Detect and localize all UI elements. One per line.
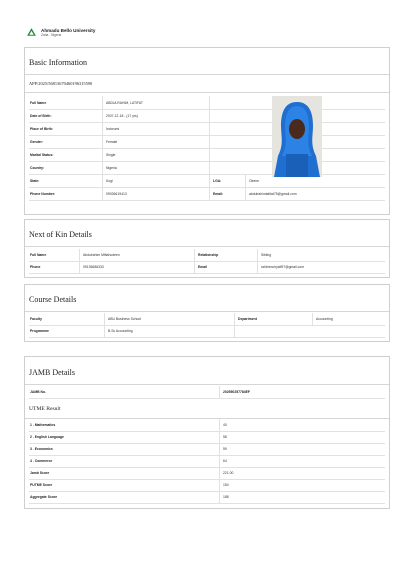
phone-value: 09026619413 bbox=[106, 191, 127, 196]
field-label: Country: bbox=[30, 165, 45, 170]
result-label: 2 . English Language bbox=[30, 435, 64, 439]
field-value: 2007-12-18 - (17 yrs) bbox=[106, 113, 138, 118]
faculty-value: ABU Business School bbox=[108, 317, 141, 321]
result-value: 221.00 bbox=[223, 471, 234, 475]
programme-value: B.Sc Accounting bbox=[108, 329, 133, 333]
field-value: ABDULRAHIM, LATIFAT bbox=[106, 100, 143, 105]
result-label: 4 . Commerce bbox=[30, 459, 53, 463]
course-row bbox=[29, 325, 385, 338]
email-value: abdulrahimlatifat75@gmail.com bbox=[249, 191, 297, 196]
state-label: State: bbox=[30, 178, 40, 183]
university-logo-icon bbox=[26, 27, 37, 38]
department-value: Accounting bbox=[316, 317, 333, 321]
result-value: 58 bbox=[223, 435, 227, 439]
field-row bbox=[29, 161, 385, 175]
field-value: Indorumi bbox=[106, 126, 120, 131]
field-value: Single bbox=[106, 152, 116, 157]
field-row bbox=[29, 96, 385, 110]
state-value: Kogi bbox=[106, 178, 113, 183]
field-label: Gender: bbox=[30, 139, 43, 144]
application-number: APP/2025/56813670460196315590 bbox=[29, 81, 93, 86]
kin-email-label: Email bbox=[198, 265, 208, 269]
field-row bbox=[29, 122, 385, 136]
result-value: 154 bbox=[223, 483, 229, 487]
lga-value: Okene bbox=[249, 178, 259, 183]
jamb-number-row bbox=[29, 386, 385, 399]
jamb-number-value: 20255025778​4EF bbox=[223, 390, 250, 394]
relationship-value: Sibling bbox=[261, 253, 272, 257]
kin-phone-label: Phone bbox=[30, 265, 41, 269]
result-value: 64 bbox=[223, 459, 227, 463]
programme-label: Programme bbox=[30, 329, 49, 333]
lga-label: LGA: bbox=[213, 178, 222, 183]
basic-information-title: Basic Information bbox=[29, 58, 87, 67]
field-label: Marital Status: bbox=[30, 152, 54, 157]
result-label: 1 . Mathematics bbox=[30, 423, 56, 427]
next-of-kin-title: Next of Kin Details bbox=[29, 230, 92, 239]
field-value: Nigeria bbox=[106, 165, 117, 170]
university-header bbox=[26, 27, 95, 38]
phone-email-row bbox=[29, 187, 385, 201]
kin-name-value: Abdulrahim Miftahudeen bbox=[83, 253, 120, 257]
course-details-title: Course Details bbox=[29, 295, 77, 304]
result-label: PUTME Score bbox=[30, 483, 53, 487]
result-value: 40 bbox=[223, 423, 227, 427]
university-location: Zaria - Nigeria bbox=[41, 33, 62, 37]
result-label: Aggregate Score bbox=[30, 495, 58, 499]
utme-result-title: UTME Result bbox=[29, 406, 61, 412]
field-label: Place of Birth: bbox=[30, 126, 53, 131]
faculty-label: Faculty bbox=[30, 317, 42, 321]
result-value: 188 bbox=[223, 495, 229, 499]
field-row bbox=[29, 148, 385, 162]
kin-row bbox=[29, 261, 385, 274]
basic-information-panel bbox=[24, 47, 390, 215]
field-row bbox=[29, 109, 385, 123]
jamb-number-label: JAMB No. bbox=[30, 390, 47, 394]
kin-phone-value: 09135686333 bbox=[83, 265, 104, 269]
university-name: Ahmadu Bello University bbox=[41, 28, 96, 33]
jamb-details-title: JAMB Details bbox=[29, 368, 75, 377]
department-label: Department bbox=[238, 317, 257, 321]
field-value: Female bbox=[106, 139, 118, 144]
email-label: Email: bbox=[213, 191, 224, 196]
phone-label: Phone Number: bbox=[30, 191, 56, 196]
result-row bbox=[29, 491, 385, 504]
state-lga-row bbox=[29, 174, 385, 188]
field-label: Date of Birth: bbox=[30, 113, 52, 118]
kin-email-value: rahimmuhyati97@gmail.com bbox=[261, 265, 305, 269]
relationship-label: Relationship bbox=[198, 253, 219, 257]
next-of-kin-panel bbox=[24, 219, 390, 278]
field-row bbox=[29, 135, 385, 149]
result-label: 3 . Economics bbox=[30, 447, 53, 451]
passport-photo bbox=[272, 96, 322, 177]
result-value: 59 bbox=[223, 447, 227, 451]
jamb-details-panel bbox=[24, 356, 390, 509]
field-label: Full Name bbox=[30, 100, 47, 105]
passport-photo-image bbox=[272, 96, 322, 177]
course-details-panel bbox=[24, 284, 390, 342]
kin-name-label: Full Name bbox=[30, 253, 47, 257]
result-label: Jamb Score bbox=[30, 471, 50, 475]
